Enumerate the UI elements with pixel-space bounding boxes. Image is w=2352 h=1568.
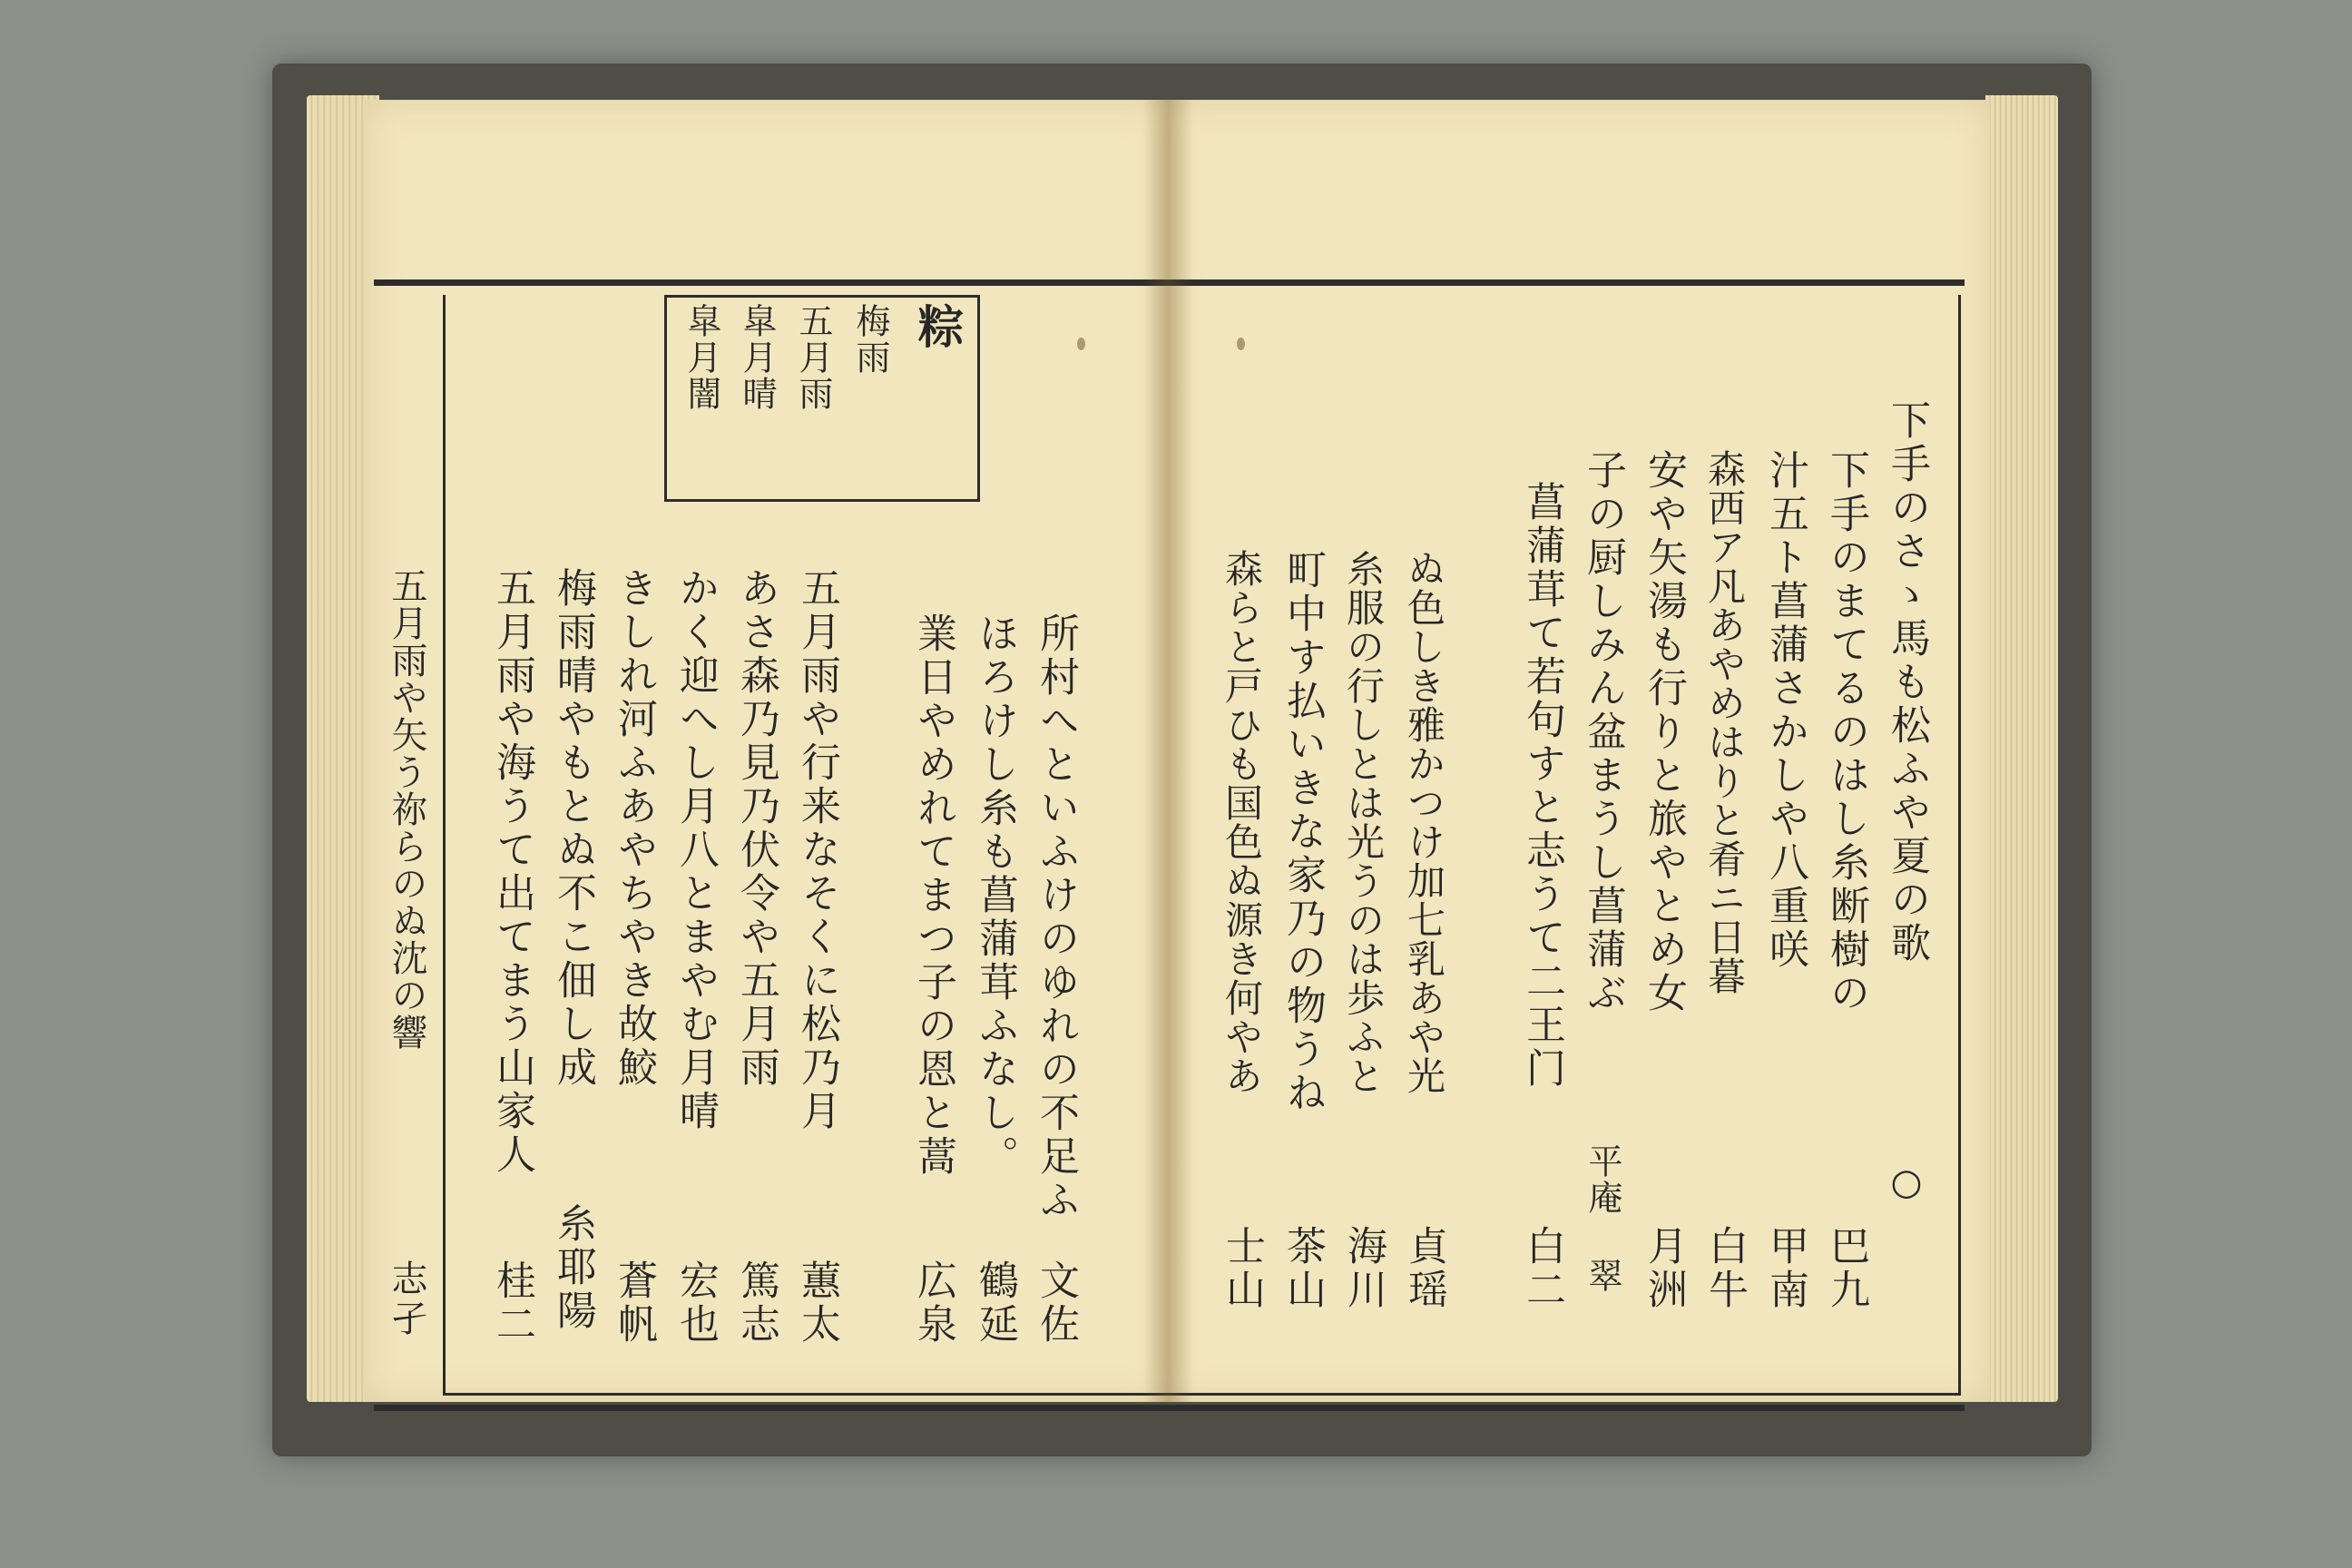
caption-word-5: 皐月闇 <box>681 303 721 412</box>
poem-r2: 下手のまてるのはし糸断樹の <box>1823 449 1869 1015</box>
inner-bottom-border <box>443 1393 1168 1396</box>
poem-author: 月洲 <box>1641 1225 1687 1312</box>
caption-word-3: 五月雨 <box>793 303 833 412</box>
poem-author: 篤志 <box>733 1259 779 1347</box>
poem-author: 甲南 <box>1762 1225 1808 1312</box>
poem-author: 桂二 <box>489 1259 535 1347</box>
poem-r8: ぬ色しき雅かつけ加七乳あや光 <box>1402 549 1446 1095</box>
poem-author: 巴九 <box>1823 1225 1869 1312</box>
top-rule <box>1166 279 1965 286</box>
poem-10: 五月雨や矢う祢らのぬ沈の響 <box>386 567 427 1051</box>
poem-author: 志孑 <box>386 1259 427 1339</box>
poem-author: 平庵 翠 <box>1583 1143 1622 1294</box>
right-page <box>1166 100 1990 1402</box>
poem-7: きしれ河ふあやちやき故鮫 <box>611 567 657 1090</box>
top-rule <box>374 279 1168 286</box>
right-page-edges <box>1985 95 2058 1402</box>
wormhole <box>1077 338 1085 350</box>
poem-author: 白二 <box>1519 1225 1565 1312</box>
bottom-rule <box>374 1405 1168 1411</box>
right-border <box>1958 295 1961 1393</box>
poem-author: 文佐 <box>1033 1259 1079 1347</box>
poem-r4: 森西ア凡あやめはりと肴ニ日暮 <box>1702 449 1747 995</box>
poem-author: 糸耶陽 <box>550 1202 596 1333</box>
left-border <box>443 295 446 1393</box>
poem-8: 梅雨晴やもとぬ不こ佃し成 <box>550 567 596 1090</box>
poem-author: 宏也 <box>672 1259 719 1347</box>
bottom-rule <box>1166 1405 1965 1411</box>
poem-author: 士山 <box>1219 1225 1265 1312</box>
poem-r9: 糸服の行しとは光うのは歩ふと <box>1341 549 1386 1095</box>
poem-author: 貞瑶 <box>1401 1225 1447 1312</box>
caption-word-1: 粽 <box>911 303 965 352</box>
poem-9: 五月雨や海うて出てまう山家人 <box>489 567 535 1177</box>
caption-word-4: 皐月晴 <box>737 303 777 412</box>
poem-r6: 子の厨しみん盆まうし菖蒲ぶ <box>1580 449 1626 1015</box>
season-word-box <box>664 295 980 502</box>
poem-3: 業日やめれてまつ子の恩と蒿 <box>910 612 956 1179</box>
poem-r1: 下手のさゝ馬も松ふや夏の歌 <box>1884 399 1930 965</box>
poem-author: 広泉 <box>910 1259 956 1347</box>
inner-bottom-border <box>1166 1393 1961 1396</box>
poem-4: 五月雨や行来なそくに松乃月 <box>794 567 840 1133</box>
poem-r5: 安や矢湯も行りと旅やとめ女 <box>1641 449 1687 1015</box>
poem-author: 蒼帆 <box>611 1259 657 1347</box>
circle-mark: ○ <box>1886 1161 1927 1207</box>
book-gutter <box>1143 100 1193 1402</box>
left-page <box>365 100 1168 1402</box>
poem-5: あさ森乃見乃伏令や五月雨 <box>733 567 779 1090</box>
poem-r11: 森らと戸ひも国色ぬ源き何やあ <box>1220 549 1264 1095</box>
poem-author: 白牛 <box>1701 1225 1748 1312</box>
poem-r7: 菖蒲茸て若句すと志うて二王门 <box>1519 481 1565 1091</box>
wormhole <box>1237 338 1245 350</box>
poem-author: 茶山 <box>1279 1225 1326 1312</box>
poem-r10: 町中す払いきな家乃の物うね <box>1279 549 1326 1115</box>
open-book <box>290 77 2073 1443</box>
poem-author: 蕙太 <box>794 1259 840 1347</box>
poem-r3: 汁五ト菖蒲さかしや八重咲 <box>1762 449 1808 972</box>
poem-author: 海川 <box>1340 1225 1387 1312</box>
poem-6: かく迎へし月八とまやむ月晴 <box>672 567 719 1133</box>
poem-2: ほろけし糸も菖蒲茸ふなし。 <box>972 612 1018 1179</box>
caption-word-2: 梅雨 <box>850 303 890 376</box>
poem-author: 鶴延 <box>972 1259 1018 1347</box>
poem-1: 所村へといふけのゆれの不足ふ <box>1033 612 1079 1222</box>
